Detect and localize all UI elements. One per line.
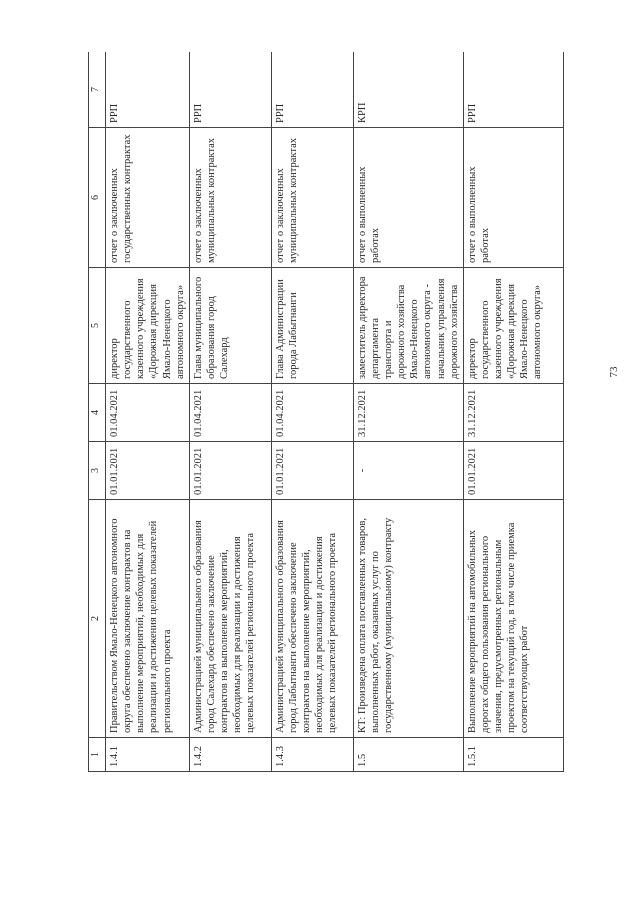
table-row (463, 52, 563, 772)
row-level: РРП (106, 52, 190, 128)
row-responsible: директор государственного казенного учреждения «Дорожная дирекция Ямало-Ненецкого автономного округа» (463, 268, 563, 384)
row-responsible: Глава Администрации города Лабытнанги (271, 268, 353, 384)
row-end-date: 31.12.2021 (463, 384, 563, 442)
table-row (189, 52, 271, 772)
row-description: Администрацией муниципального образования город Лабытнанги обеспечено заключение контрактов на выполнение мероприятий, необходимых для реализации и достижения целевых показателей регионального проекта (271, 500, 353, 738)
header-col-1: 1 (89, 738, 106, 772)
table-row (106, 52, 190, 772)
row-document: отчет о заключенных государственных контрактах (106, 128, 190, 268)
row-start-date: - (353, 442, 463, 500)
header-col-7: 7 (89, 52, 106, 128)
row-document: отчет о выполненных работах (463, 128, 563, 268)
row-level: РРП (271, 52, 353, 128)
row-end-date: 01.04.2021 (106, 384, 190, 442)
header-col-3: 3 (89, 442, 106, 500)
page-number: 73 (608, 366, 620, 378)
header-col-5: 5 (89, 268, 106, 384)
row-description: Выполнение мероприятий на автомобильных дорогах общего пользования регионального значения, предусмотренных региональным проектом на текущий год, в том числе приемка соответствующих работ (463, 500, 563, 738)
rotated-table-frame (88, 52, 618, 772)
row-level: РРП (463, 52, 563, 128)
header-col-2: 2 (89, 500, 106, 738)
row-end-date: 31.12.2021 (353, 384, 463, 442)
header-col-4: 4 (89, 384, 106, 442)
row-start-date: 01.01.2021 (463, 442, 563, 500)
row-number: 1.5 (353, 738, 463, 772)
row-description: Администрацией муниципального образования город Салехард обеспечено заключение контрактов на выполнение мероприятий, необходимых для реализации и достижения целевых показателей регионального проекта (189, 500, 271, 738)
row-responsible: директор государственного казенного учреждения «Дорожная дирекция Ямало-Ненецкого автономного округа» (106, 268, 190, 384)
row-start-date: 01.01.2021 (271, 442, 353, 500)
row-end-date: 01.04.2021 (271, 384, 353, 442)
plan-table (88, 52, 564, 772)
table-header-row (89, 52, 106, 772)
row-responsible: Глава муниципального образования город Салехард (189, 268, 271, 384)
rotated-table-content (88, 52, 618, 772)
row-number: 1.4.2 (189, 738, 271, 772)
table-row (271, 52, 353, 772)
row-description: Правительством Ямало-Ненецкого автономного округа обеспечено заключение контрактов на выполнение мероприятий, необходимых для реализации и достижения целевых показателей регионального проекта (106, 500, 190, 738)
row-start-date: 01.01.2021 (189, 442, 271, 500)
row-start-date: 01.01.2021 (106, 442, 190, 500)
row-responsible: заместитель директора департамента транспорта и дорожного хозяйства Ямало-Ненецкого автономного округа - начальник управления дорожного хозяйства (353, 268, 463, 384)
row-description: КТ: Произведена оплата поставленных товаров, выполненных работ, оказанных услуг по государственному (муниципальному) контракту (353, 500, 463, 738)
row-document: отчет о выполненных работах (353, 128, 463, 268)
row-document: отчет о заключенных муниципальных контрактах (271, 128, 353, 268)
row-number: 1.4.1 (106, 738, 190, 772)
row-level: КРП (353, 52, 463, 128)
row-level: РРП (189, 52, 271, 128)
row-number: 1.5.1 (463, 738, 563, 772)
header-col-6: 6 (89, 128, 106, 268)
table-row (353, 52, 463, 772)
row-number: 1.4.3 (271, 738, 353, 772)
row-end-date: 01.04.2021 (189, 384, 271, 442)
row-document: отчет о заключенных муниципальных контрактах (189, 128, 271, 268)
